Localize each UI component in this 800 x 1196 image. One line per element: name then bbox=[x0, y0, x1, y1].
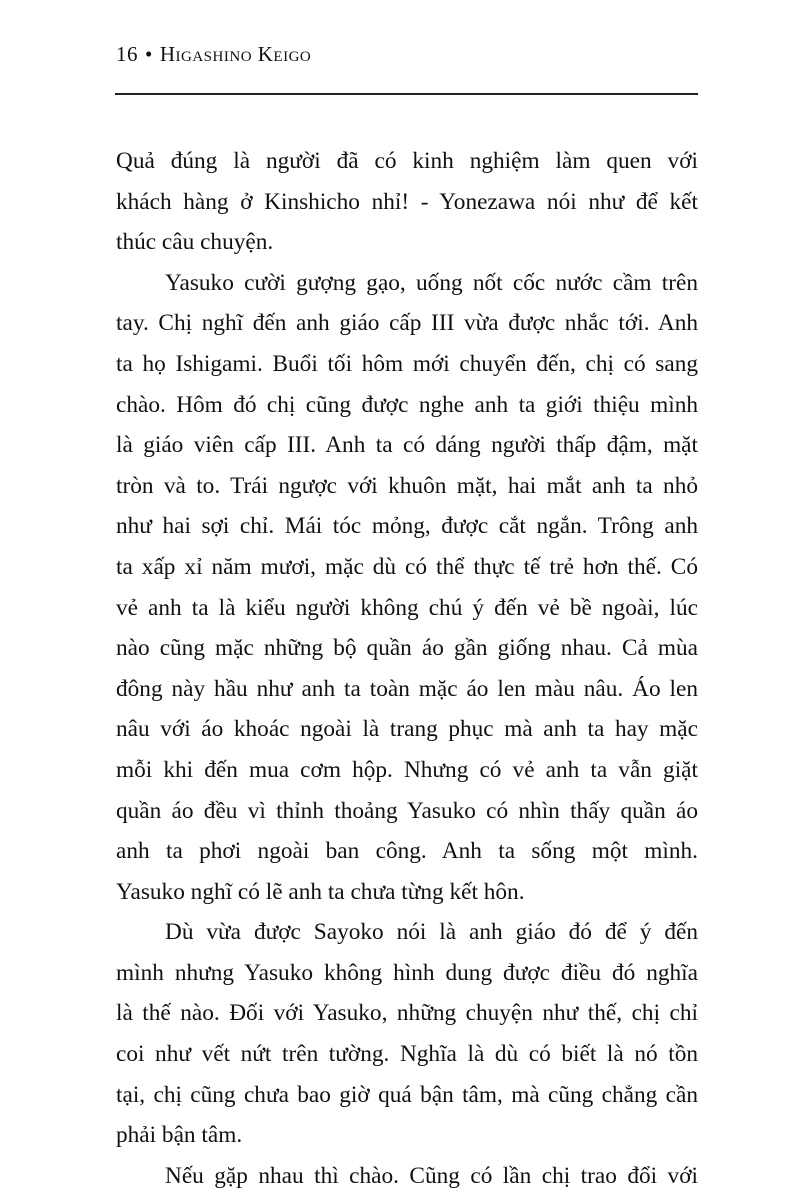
text-line: mỗi khi đến mua cơm hộp. Nhưng có vẻ anh ta vẫn giặt bbox=[116, 756, 698, 783]
text-line: ta xấp xỉ năm mươi, mặc dù có thể thực tế trẻ hơn thế. Có bbox=[116, 553, 698, 580]
text-line: Yasuko nghĩ có lẽ anh ta chưa từng kết hôn. bbox=[116, 878, 525, 905]
paragraph bbox=[116, 263, 698, 913]
paragraph bbox=[116, 912, 698, 1156]
text-line: Yasuko cười gượng gạo, uống nốt cốc nước cầm trên bbox=[165, 269, 698, 296]
text-line: phải bận tâm. bbox=[116, 1122, 243, 1149]
text-line: nào cũng mặc những bộ quần áo gần giống nhau. Cả mùa bbox=[116, 635, 698, 662]
page-number: 16 bbox=[116, 42, 138, 66]
text-line: thúc câu chuyện. bbox=[116, 229, 274, 256]
text-line: khách hàng ở Kinshicho nhỉ! - Yonezawa nói như để kết bbox=[116, 188, 698, 215]
text-line: vẻ anh ta là kiểu người không chú ý đến vẻ bề ngoài, lúc bbox=[116, 594, 698, 621]
text-line: tròn và to. Trái ngược với khuôn mặt, hai mắt anh ta nhỏ bbox=[116, 472, 698, 499]
paragraph bbox=[116, 1156, 698, 1196]
text-line: Quả đúng là người đã có kinh nghiệm làm quen với bbox=[116, 148, 698, 174]
text-line: chào. Hôm đó chị cũng được nghe anh ta giới thiệu mình bbox=[116, 391, 698, 418]
text-line: anh ta phơi ngoài ban công. Anh ta sống một mình. bbox=[116, 838, 698, 865]
running-header bbox=[116, 42, 698, 67]
paragraph bbox=[116, 141, 698, 263]
body-text bbox=[116, 141, 698, 1196]
text-line: Nếu gặp nhau thì chào. Cũng có lần chị trao đổi với bbox=[165, 1162, 698, 1189]
text-line: tay. Chị nghĩ đến anh giáo cấp III vừa được nhắc tới. Anh bbox=[116, 310, 698, 337]
text-line: quần áo đều vì thỉnh thoảng Yasuko có nhìn thấy quần áo bbox=[116, 797, 698, 824]
text-line: mình nhưng Yasuko không hình dung được điều đó nghĩa bbox=[116, 959, 698, 986]
header-rule bbox=[115, 93, 698, 95]
text-line: là giáo viên cấp III. Anh ta có dáng người thấp đậm, mặt bbox=[116, 432, 698, 459]
header-separator: • bbox=[145, 42, 153, 66]
text-line: nâu với áo khoác ngoài là trang phục mà anh ta hay mặc bbox=[116, 716, 698, 743]
text-line: như hai sợi chỉ. Mái tóc mỏng, được cắt ngắn. Trông anh bbox=[116, 513, 698, 540]
text-line: ta họ Ishigami. Buổi tối hôm mới chuyển đến, chị có sang bbox=[116, 350, 698, 377]
text-line: coi như vết nứt trên tường. Nghĩa là dù có biết là nó tồn bbox=[116, 1041, 698, 1068]
text-line: Dù vừa được Sayoko nói là anh giáo đó để ý đến bbox=[165, 919, 698, 946]
text-line: đông này hầu như anh ta toàn mặc áo len màu nâu. Áo len bbox=[116, 675, 698, 702]
author-name: Higashino Keigo bbox=[159, 42, 312, 66]
text-line: tại, chị cũng chưa bao giờ quá bận tâm, mà cũng chẳng cần bbox=[116, 1081, 698, 1108]
text-line: là thế nào. Đối với Yasuko, những chuyện như thế, chị chỉ bbox=[116, 1000, 698, 1027]
